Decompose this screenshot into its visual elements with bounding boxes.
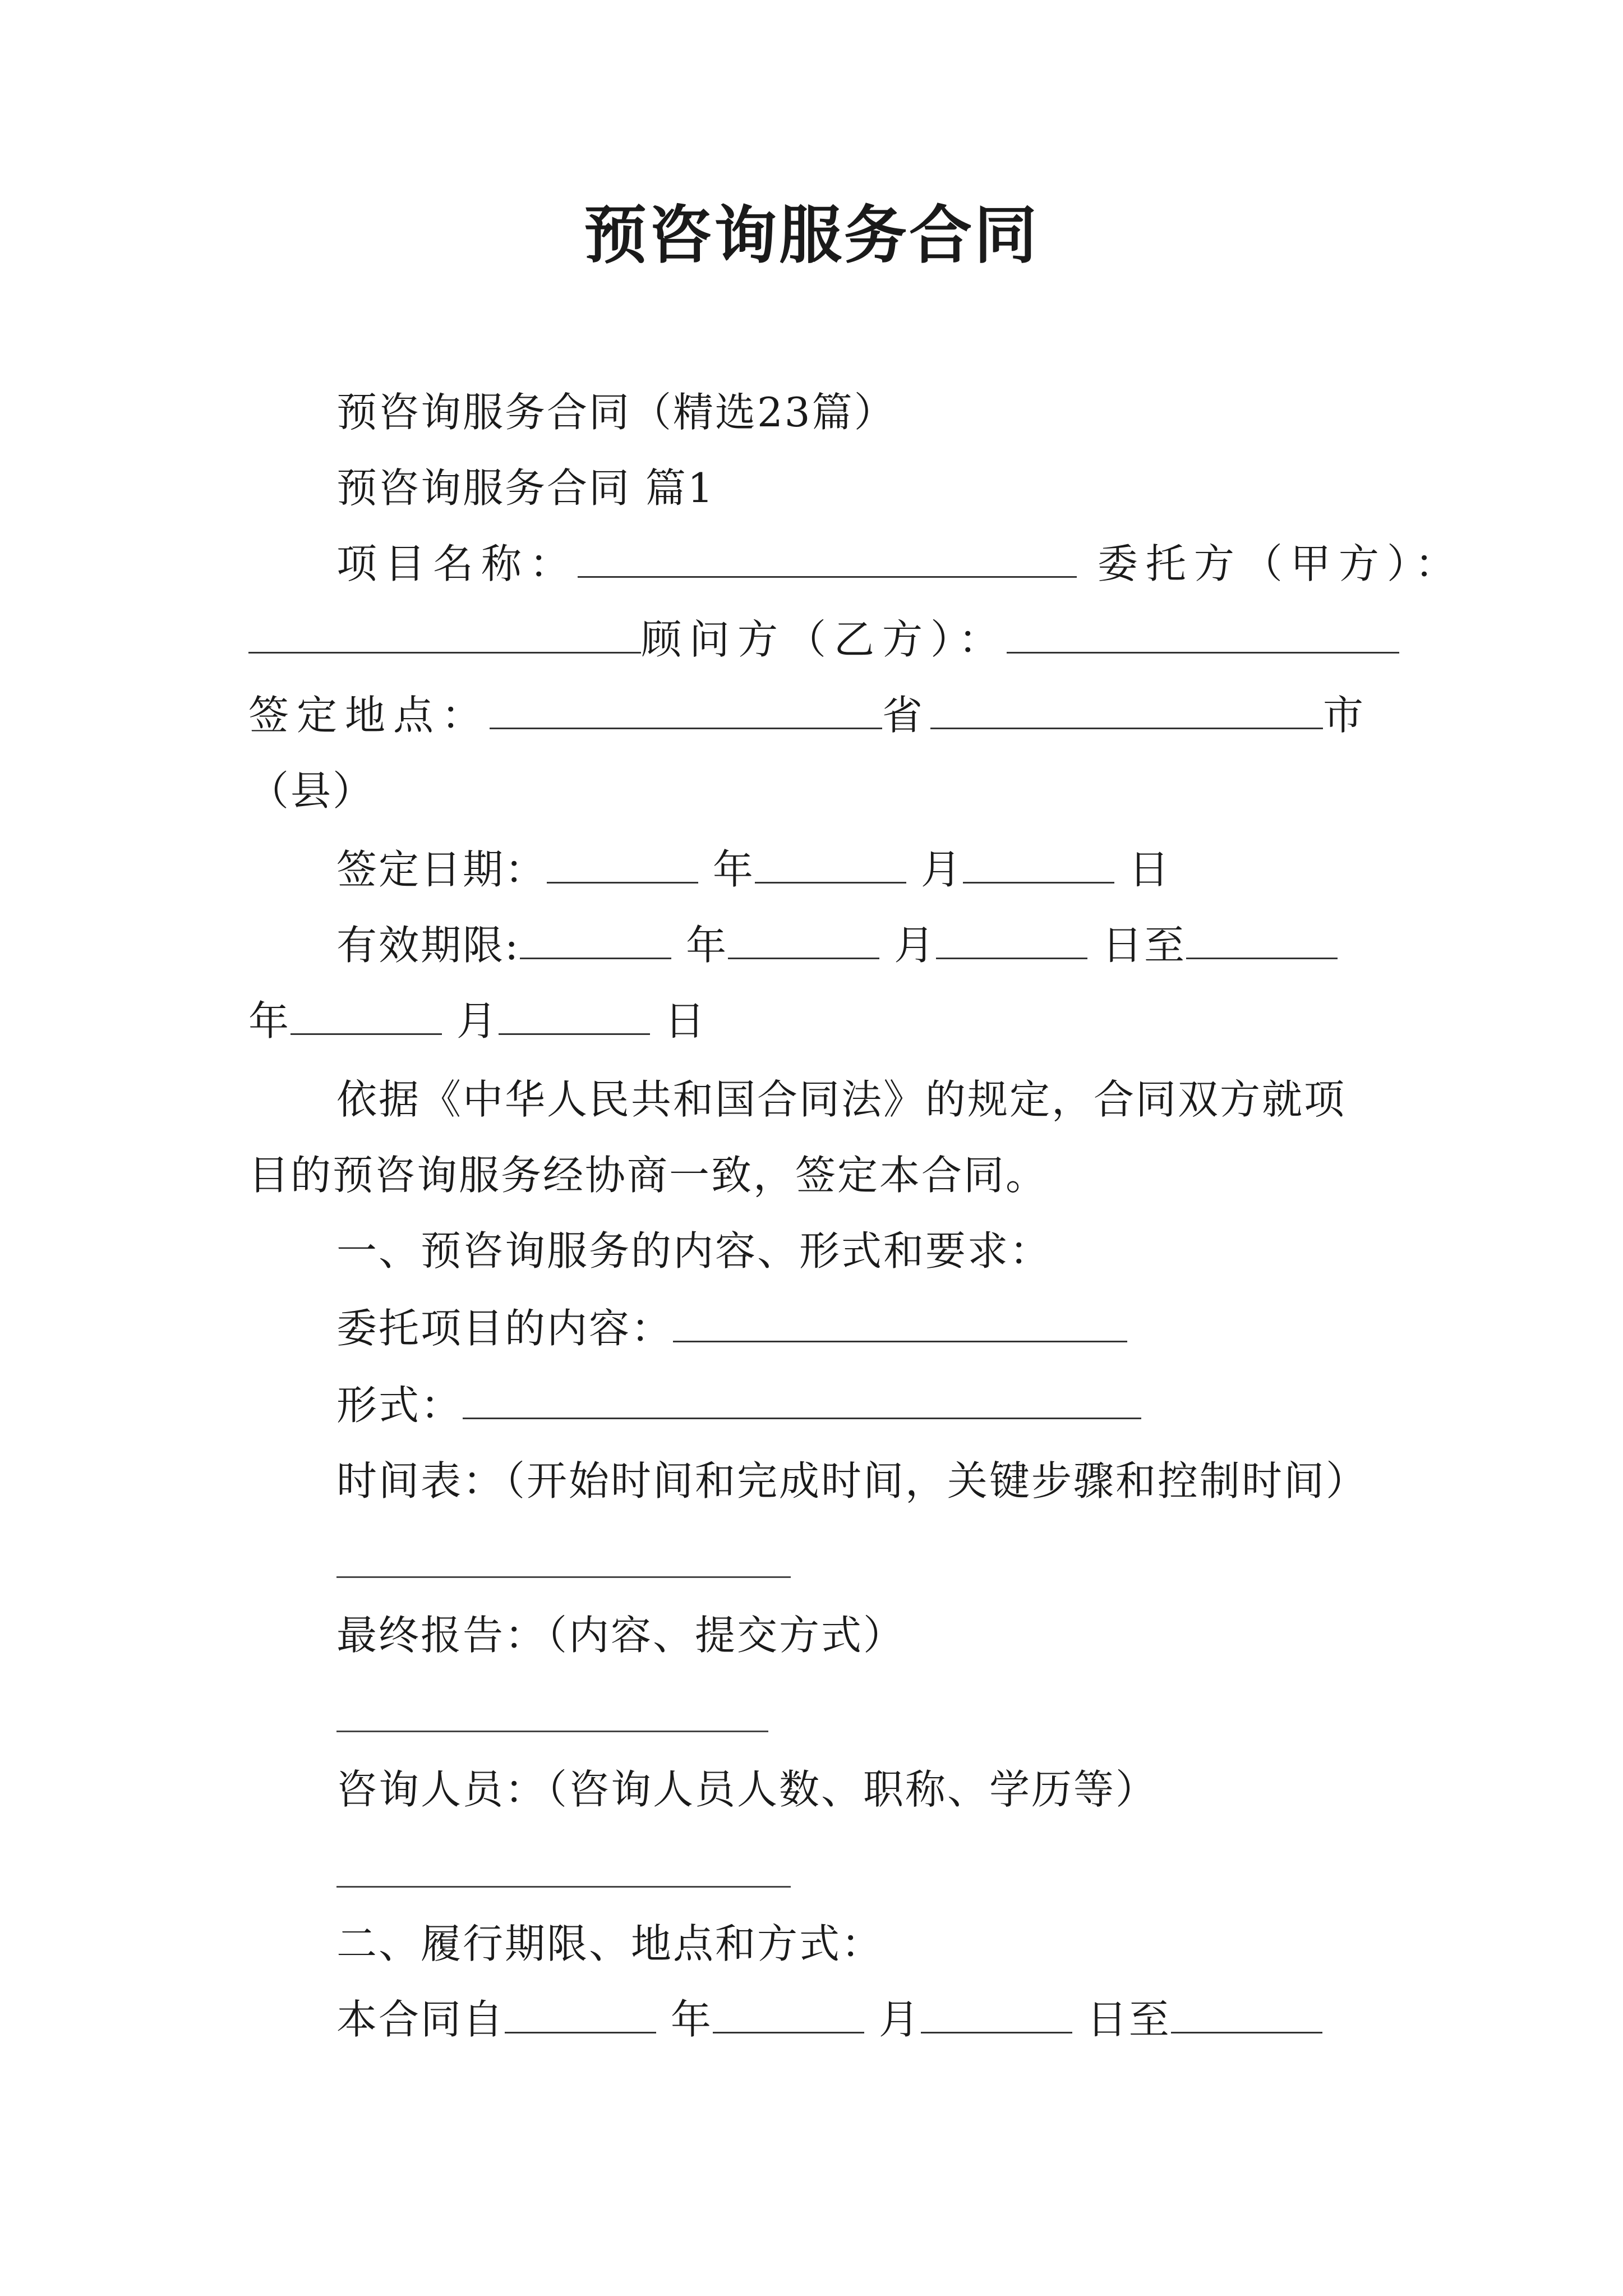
consultant-label: 顾问方（乙方）： (641, 616, 1007, 663)
valid-period-label: 有效期限: (336, 922, 520, 969)
month-label: 月 (920, 846, 963, 893)
sign-place-line (248, 687, 1387, 743)
content-line (336, 1300, 1387, 1356)
form-label: 形式： (336, 1382, 463, 1429)
intro-paragraph-line-2: 目的预咨询服务经协商一致，签定本合同。 (248, 1152, 1048, 1199)
valid-end-year-blank (1186, 923, 1338, 959)
contract-start-year-blank (505, 1997, 656, 2033)
project-name-label: 项目名称： (336, 540, 578, 587)
intro-paragraph-line-1: 依据《中华人民共和国合同法》的规定，合同双方就项 (336, 1076, 1347, 1123)
day-to-label: 日至 (1101, 922, 1186, 969)
year-label: 年 (248, 997, 291, 1045)
day-to-label: 日至 (1086, 1996, 1171, 2043)
valid-end-month-blank (291, 999, 442, 1035)
city-blank (930, 693, 1323, 729)
content-blank (673, 1306, 1127, 1342)
contract-period-line (336, 1991, 1387, 2047)
valid-period-line (336, 917, 1387, 973)
schedule-blank (336, 1576, 791, 1578)
day-label: 日 (664, 997, 707, 1045)
sign-place-label: 签定地点： (248, 692, 490, 739)
form-line (336, 1377, 1387, 1433)
clause-1-heading: 一、预咨询服务的内容、形式和要求： (336, 1227, 1052, 1274)
province-label: 省 (882, 692, 931, 739)
content-label: 委托项目的内容： (336, 1305, 674, 1352)
contract-from-label: 本合同自 (336, 1996, 505, 2043)
consultant-blank (1007, 617, 1399, 654)
year-label: 年 (712, 846, 755, 893)
year-label: 年 (670, 1996, 713, 2043)
valid-start-year-blank (520, 923, 671, 959)
sign-year-blank (547, 847, 698, 884)
final-report-label: 最终报告：（内容、提交方式） (336, 1612, 906, 1659)
document-subtitle: 预咨询服务合同（精选23篇） (336, 389, 896, 436)
contract-start-month-blank (713, 1997, 864, 2033)
month-label: 月 (456, 997, 499, 1045)
month-label: 月 (878, 1996, 921, 2043)
valid-start-day-blank (936, 923, 1087, 959)
day-label: 日 (1128, 846, 1171, 893)
county-label: （县） (248, 767, 375, 815)
valid-start-month-blank (728, 923, 879, 959)
valid-end-day-blank (499, 999, 650, 1035)
city-label: 市 (1323, 692, 1372, 739)
form-blank (463, 1383, 1141, 1419)
contract-end-year-blank (1171, 1997, 1322, 2033)
clause-2-heading: 二、履行期限、地点和方式： (336, 1920, 884, 1967)
contract-start-day-blank (921, 1997, 1072, 2033)
client-blank (248, 617, 641, 654)
section-heading: 预咨询服务合同 篇1 (336, 464, 715, 512)
document-title: 预咨询服务合同 (584, 199, 1039, 272)
province-blank (490, 693, 882, 729)
year-label: 年 (686, 922, 728, 969)
project-name-blank (578, 541, 1077, 578)
client-label: 委托方（甲方）： (1097, 540, 1463, 587)
month-label: 月 (894, 922, 937, 969)
project-client-line (336, 536, 1463, 592)
staff-blank (336, 1886, 791, 1888)
schedule-label: 时间表：（开始时间和完成时间，关键步骤和控制时间） (336, 1457, 1368, 1504)
consultant-line (248, 611, 1387, 668)
sign-date-line (336, 841, 1387, 898)
staff-label: 咨询人员：（咨询人员人数、职称、学历等） (336, 1766, 1158, 1813)
sign-date-label: 签定日期： (336, 846, 547, 893)
final-report-blank (336, 1731, 768, 1732)
sign-day-blank (963, 847, 1114, 884)
sign-month-blank (755, 847, 906, 884)
valid-period-end-line (248, 993, 1387, 1049)
